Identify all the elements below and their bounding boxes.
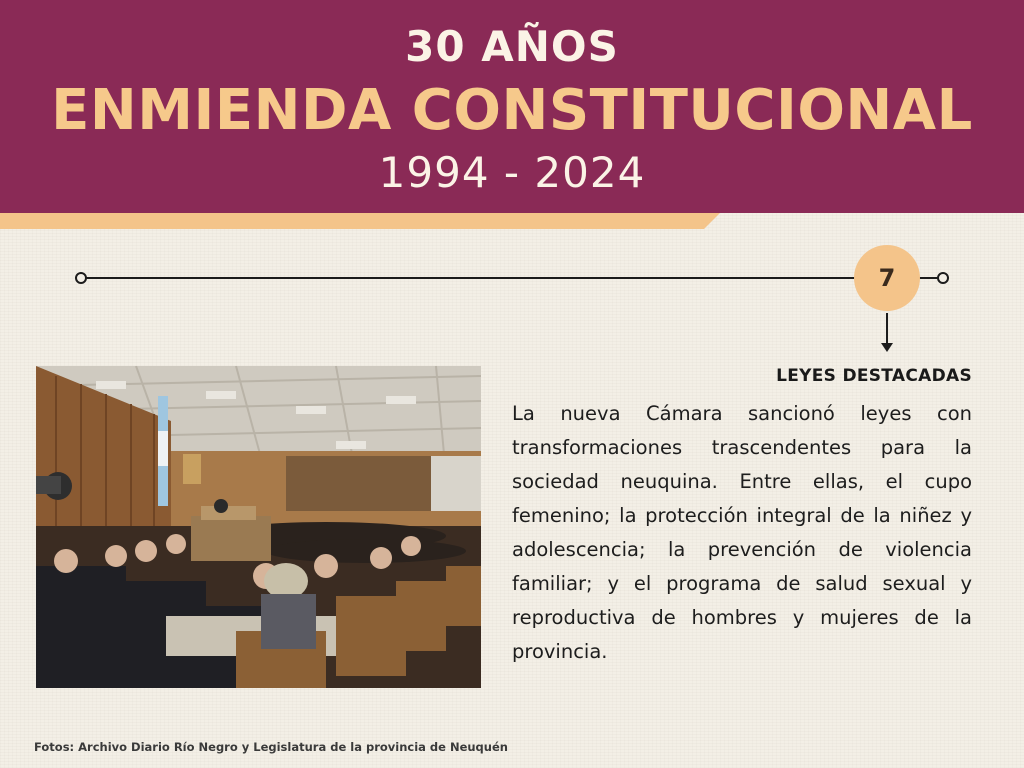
section-body: La nueva Cámara sancionó leyes con transformaciones trascendentes para la sociedad neuquina. Entre ellas, el cupo femenino; la protección integral de la niñez y adolescencia; la prevención de violencia familiar; y el programa de salud sexual y reproductiva de hombres y mujeres de la provincia. — [512, 402, 972, 663]
section-title: LEYES DESTACADAS — [776, 366, 972, 386]
step-number-badge: 7 — [854, 245, 920, 311]
timeline-line — [82, 277, 942, 279]
legislature-session-photo — [36, 366, 481, 688]
main-title: ENMIENDA CONSTITUCIONAL — [51, 78, 973, 143]
header-accent-band — [0, 213, 720, 229]
year-range: 1994 - 2024 — [378, 148, 646, 197]
timeline-end-dot — [937, 272, 949, 284]
header-banner — [0, 0, 1024, 213]
timeline-start-dot — [75, 272, 87, 284]
down-arrow-icon — [886, 313, 888, 345]
photo-credits: Fotos: Archivo Diario Río Negro y Legislatura de la provincia de Neuquén — [34, 740, 508, 754]
arrow-head-icon — [881, 343, 893, 352]
anniversary-title: 30 AÑOS — [405, 22, 619, 71]
